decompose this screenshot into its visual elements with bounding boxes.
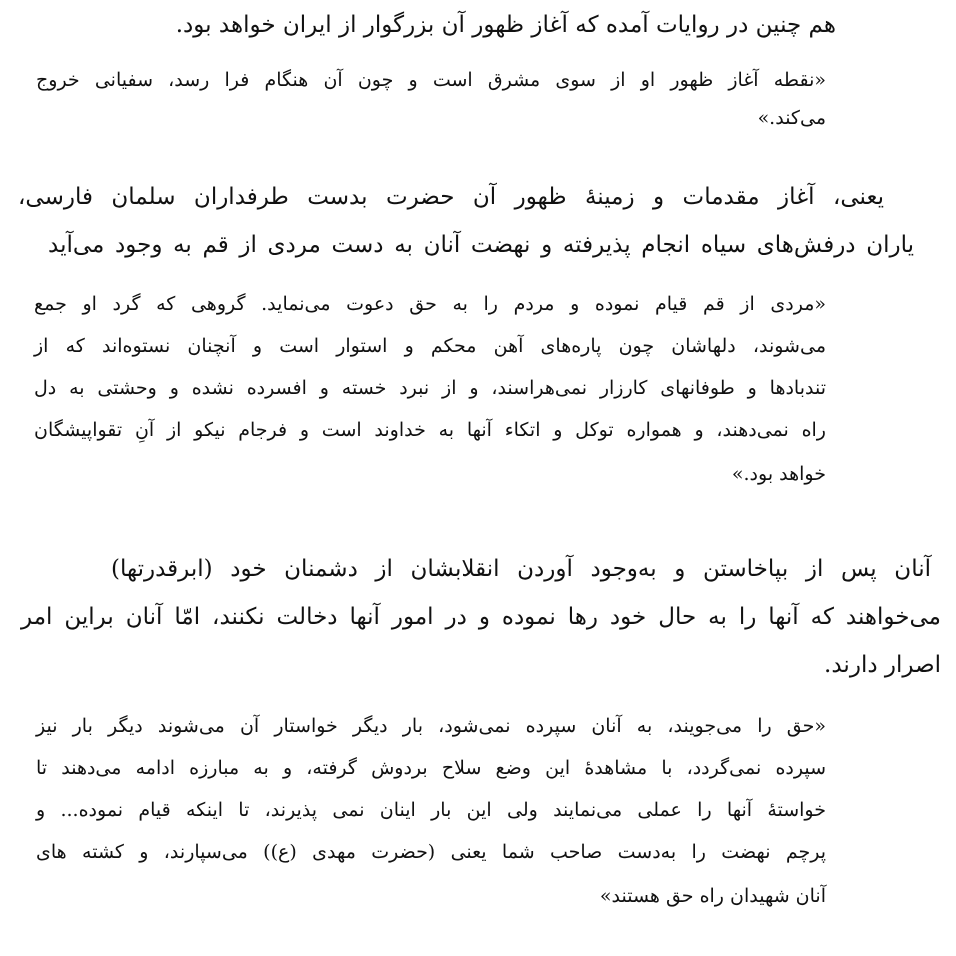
quote-line: تندبادها و طوفانهای کارزار نمی‌هراسند، و از نبرد خسته و افسرده نشده و وحشتی به دل xyxy=(34,377,826,399)
quote-line: سپرده نمی‌گردد، با مشاهدهٔ این وضع سلاح بردوش گرفته، و به مبارزه ادامه می‌دهند تا xyxy=(36,757,826,779)
text-line: یعنی، آغاز مقدمات و زمینهٔ ظهور آن حضرت بدست طرفداران سلمان فارسی، xyxy=(18,184,884,210)
quote-line: خواستهٔ آنها را عملی می‌نمایند ولی این بار اینان نمی پذیرند، تا اینکه قیام نموده... و xyxy=(36,799,826,821)
block-quote xyxy=(36,712,826,932)
text-line: آنان پس از بپاخاستن و به‌وجود آوردن انقلابشان از دشمنان خود (ابرقدرتها) xyxy=(111,556,931,582)
text-line: می‌خواهند که آنها را به حال خود رها نموده و در امور آنها دخالت نکنند، امّا آنان براین امر xyxy=(21,604,941,630)
quote-line: پرچم نهضت را به‌دست صاحب شما یعنی (حضرت مهدی (ع)) می‌سپارند، و کشته های xyxy=(36,841,826,863)
quote-line: «حق را می‌جویند، به آنان سپرده نمی‌شود، بار دیگر خواستار آن می‌شوند دیگر بار نیز xyxy=(36,715,826,737)
quote-line: می‌کند.» xyxy=(757,107,826,129)
text-line: اصرار دارند. xyxy=(824,652,941,678)
quote-line: آنان شهیدان راه حق هستند» xyxy=(599,885,826,907)
body-paragraph xyxy=(18,180,914,270)
quote-line: راه نمی‌دهند، و همواره توکل و اتکاء آنها به خداوند است و فرجام نیکو از آنِ تقواپیشگان xyxy=(34,419,826,441)
block-quote xyxy=(36,66,826,136)
body-paragraph xyxy=(16,552,941,692)
body-paragraph xyxy=(56,8,836,48)
quote-line: می‌شوند، دلهاشان چون پاره‌های آهن محکم و استوار است و آنچنان نستوه‌اند که از xyxy=(34,335,826,357)
text-line: یاران درفش‌های سیاه انجام پذیرفته و نهضت آنان به دست مردی از قم به وجود می‌آید xyxy=(48,232,914,258)
block-quote xyxy=(34,290,826,510)
text-line: هم چنین در روایات آمده که آغاز ظهور آن بزرگوار از ایران خواهد بود. xyxy=(175,12,836,38)
quote-line: خواهد بود.» xyxy=(731,463,826,485)
quote-line: «مردی از قم قیام نموده و مردم را به حق دعوت می‌نماید. گروهی که گرد او جمع xyxy=(34,293,826,315)
quote-line: «نقطه آغاز ظهور او از سوی مشرق است و چون آن هنگام فرا رسد، سفیانی خروج xyxy=(36,69,826,91)
